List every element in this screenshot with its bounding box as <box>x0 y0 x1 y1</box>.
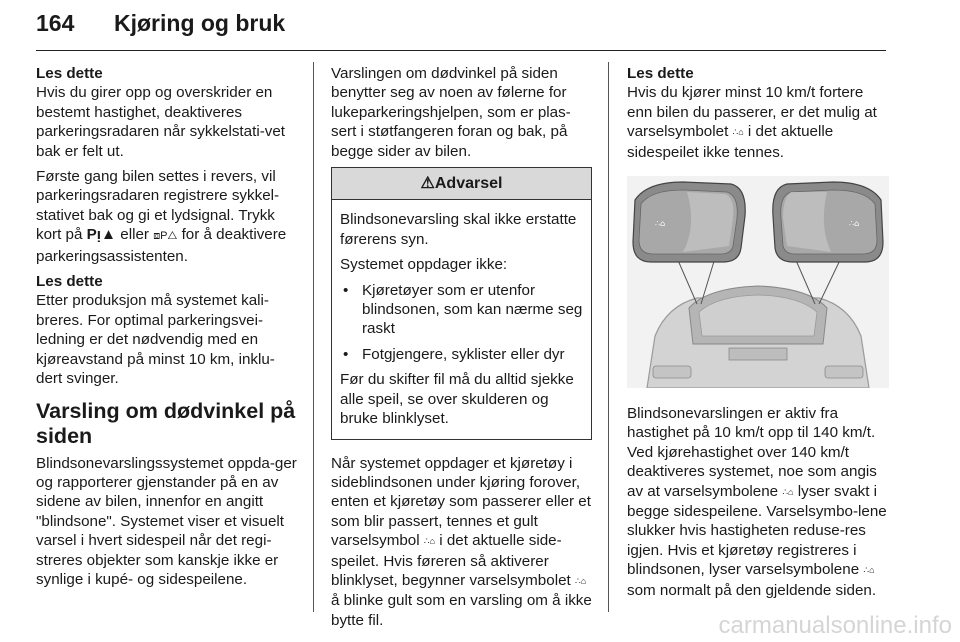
section-heading: Varsling om dødvinkel på siden <box>36 398 296 448</box>
note-text: Hvis du girer opp og overskrider en bestemt hastighet, deaktiveres parkeringsradaren når sykkelstati-vet bak er felt ut. <box>36 84 286 160</box>
note-text <box>627 83 889 162</box>
warning-title: ⚠Advarsel <box>332 168 591 200</box>
paragraph: Varslingen om dødvinkel på siden benytter seg av noen av følerne for lukeparkeringshjelpen, som er plas-sert i støtfangeren foran og bak, på begge sider av bilen. <box>331 65 571 160</box>
paragraph: Blindsonevarslingssystemet oppda-ger og rapporterer gjenstander på en av sidene av bilen, innenfor en angitt "blindsone". Systemet viser et visuelt varsel i hvert sidespeil når det regi-streres objekter som kanskje ikke er synlige i kupé- og sidespeilene. <box>36 454 297 588</box>
text: i det aktuelle sidespeilet ikke tennes. <box>627 123 834 161</box>
blind-spot-symbol-icon: ∴⌂ <box>423 536 436 547</box>
page-header <box>36 2 886 51</box>
text: å blinke gult som en varsling om å ikke bytte fil. <box>331 592 592 629</box>
note-title: Les dette <box>36 273 103 291</box>
note-title: Les dette <box>36 65 103 82</box>
warning-body <box>332 200 591 438</box>
text: Hvis du kjører minst 10 km/t fortere enn bilen du passerer, er det mulig at varselsymbolet <box>627 84 877 141</box>
column-middle <box>331 64 592 636</box>
column-left <box>36 64 298 595</box>
warning-text: Blindsonevarsling skal ikke erstatte førerens syn. <box>340 211 577 248</box>
watermark: carmanualsonline.info <box>718 612 952 639</box>
list-item: • Kjøretøyer som er utenfor blindsonen, som kan nærme seg raskt <box>340 281 583 339</box>
warning-text: Før du skifter fil må du alltid sjekke alle speil, se over skulderen og bruke blinklyset. <box>340 371 574 428</box>
text: lyser svakt i begge sidespeilene. Varselsymbo-lene slukker hvis hastigheten reduse-res igjen. Hvis et kjøretøy registreres i blindsonen, lyser varselsymbolene <box>627 482 887 579</box>
page-title: Kjøring og bruk <box>114 10 286 36</box>
text: Første gang bilen settes i revers, vil parkeringsradaren registrere sykkel-stativet bak og gi et lydsignal. Trykk kort på <box>36 168 280 244</box>
text: Blindsonevarslingen er aktiv fra hastighet på 10 km/t opp til 140 km/t. Ved kjørehastighet over 140 km/t deaktiveres systemet, noe som angis av at varselsymbolene <box>627 405 877 500</box>
column-divider <box>608 62 609 612</box>
paragraph <box>331 454 592 631</box>
warning-box <box>331 167 592 439</box>
warning-list <box>340 281 583 365</box>
blind-spot-symbol-icon: ∴⌂ <box>655 219 666 229</box>
blind-spot-symbol-icon: ∴⌂ <box>782 486 794 497</box>
blind-spot-symbol-icon: ∴⌂ <box>732 127 744 138</box>
paragraph <box>627 404 889 600</box>
list-item: • Fotgjengere, syklister eller dyr <box>340 345 583 364</box>
paragraph <box>36 167 298 266</box>
blind-spot-symbol-icon: ∴⌂ <box>863 565 875 576</box>
column-divider <box>313 62 314 612</box>
text: som normalt på den gjeldende siden. <box>627 581 877 599</box>
blind-spot-symbol-icon: ∴⌂ <box>849 219 860 229</box>
park-assist-off-icon: ⧈P△ <box>153 230 178 243</box>
text: i det aktuelle side-speilet. Hvis føreren så aktiverer blinklyset, begynner varselsymbolet <box>331 532 575 589</box>
text: Når systemet oppdager et kjøretøy i sideblindsonen under kjøring forover, enten et kjøretøy som passerer eller et som blir passert, tennes et gult varselsymbol <box>331 454 591 550</box>
warning-text: Systemet oppdager ikke: <box>340 256 508 274</box>
column-right <box>627 64 889 606</box>
note-title: Les dette <box>627 65 694 82</box>
page-number: 164 <box>36 10 75 36</box>
text: for å deaktivere parkeringsassistenten. <box>36 226 287 265</box>
park-assist-icon: Pᴉ▲ <box>86 226 117 244</box>
text: eller <box>116 226 154 244</box>
note-text: Etter produksjon må systemet kali-breres. For optimal parkeringsvei-ledning er det nødvendig med en kjøreavstand på minst 10 km, inklu-dert svinger. <box>36 292 275 388</box>
blind-spot-symbol-icon: ∴⌂ <box>574 575 587 586</box>
mirror-illustration <box>627 176 889 388</box>
